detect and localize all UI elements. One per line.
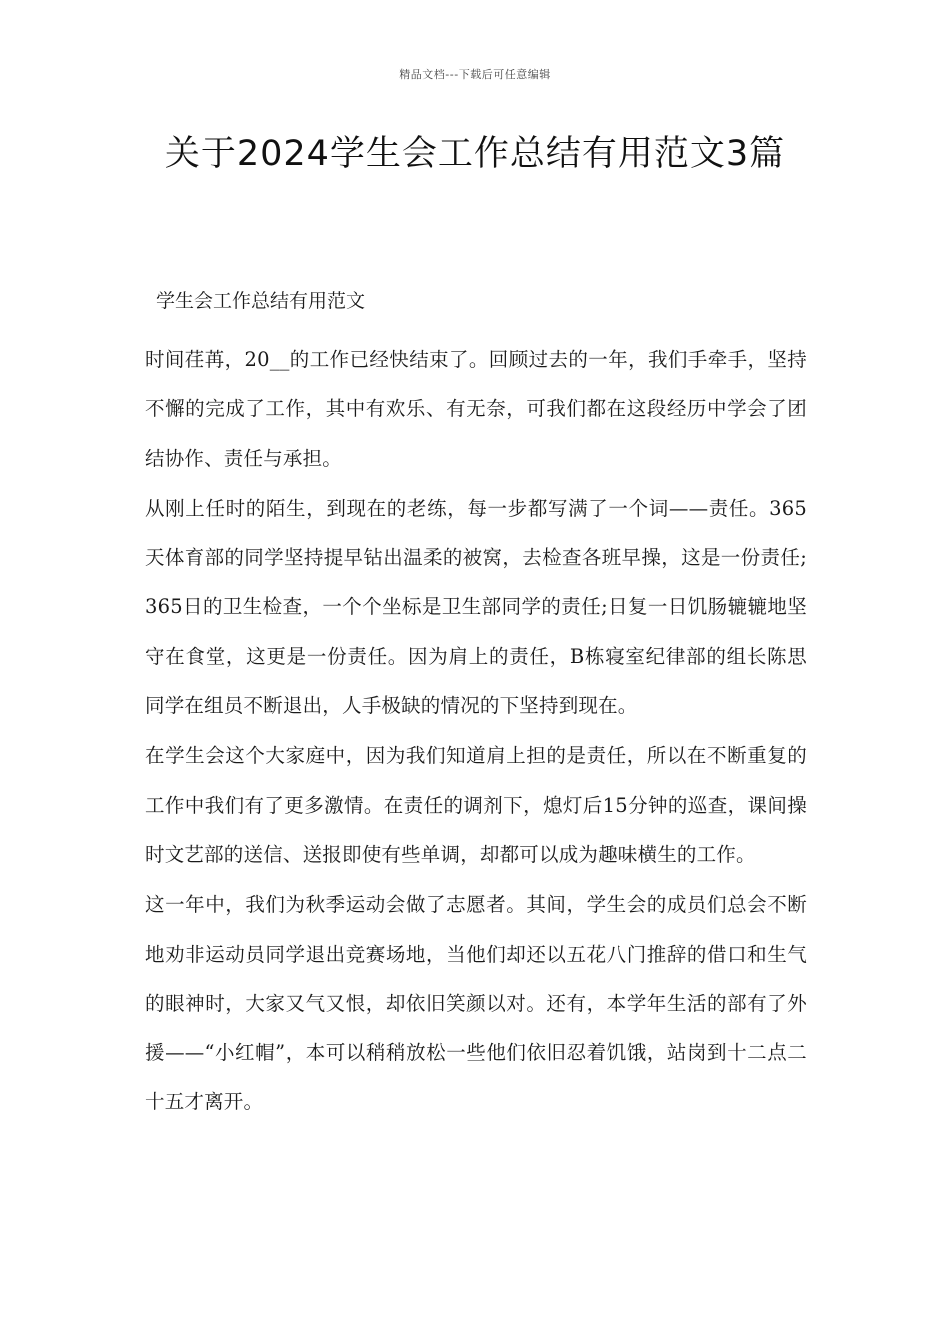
document-title: 关于2024学生会工作总结有用范文3篇 [164, 134, 786, 174]
document-body [145, 335, 807, 1128]
paragraph: 这一年中，我们为秋季运动会做了志愿者。其间，学生会的成员们总会不断地劝非运动员同学退出竞赛场地，当他们却还以五花八门推辞的借口和生气的眼神时，大家又气又恨，却依旧笑颜以对。还有，本学年生活的部有了外援——“小红帽”，本可以稍稍放松一些他们依旧忍着饥饿，站岗到十二点二十五才离开。 [145, 893, 807, 1114]
paragraph: 从刚上任时的陌生，到现在的老练，每一步都写满了一个词——责任。365天体育部的同学坚持提早钻出温柔的被窝，去检查各班早操，这是一份责任;365日的卫生检查，一个个坐标是卫生部同学的责任;日复一日饥肠辘辘地坚守在食堂，这更是一份责任。因为肩上的责任，B栋寝室纪律部的组长陈思同学在组员不断退出，人手极缺的情况的下坚持到现在。 [145, 496, 807, 718]
paragraph: 在学生会这个大家庭中，因为我们知道肩上担的是责任，所以在不断重复的工作中我们有了更多激情。在责任的调剂下，熄灯后15分钟的巡查，课间操时文艺部的送信、送报即使有些单调，却都可以成为趣味横生的工作。 [145, 744, 807, 866]
section-subtitle: 学生会工作总结有用范文 [156, 290, 366, 312]
paragraph: 时间荏苒，20__的工作已经快结束了。回顾过去的一年，我们手牵手，坚持不懈的完成了工作，其中有欢乐、有无奈，可我们都在这段经历中学会了团结协作、责任与承担。 [145, 348, 807, 470]
header-note: 精品文档---下载后可任意编辑 [399, 68, 551, 81]
